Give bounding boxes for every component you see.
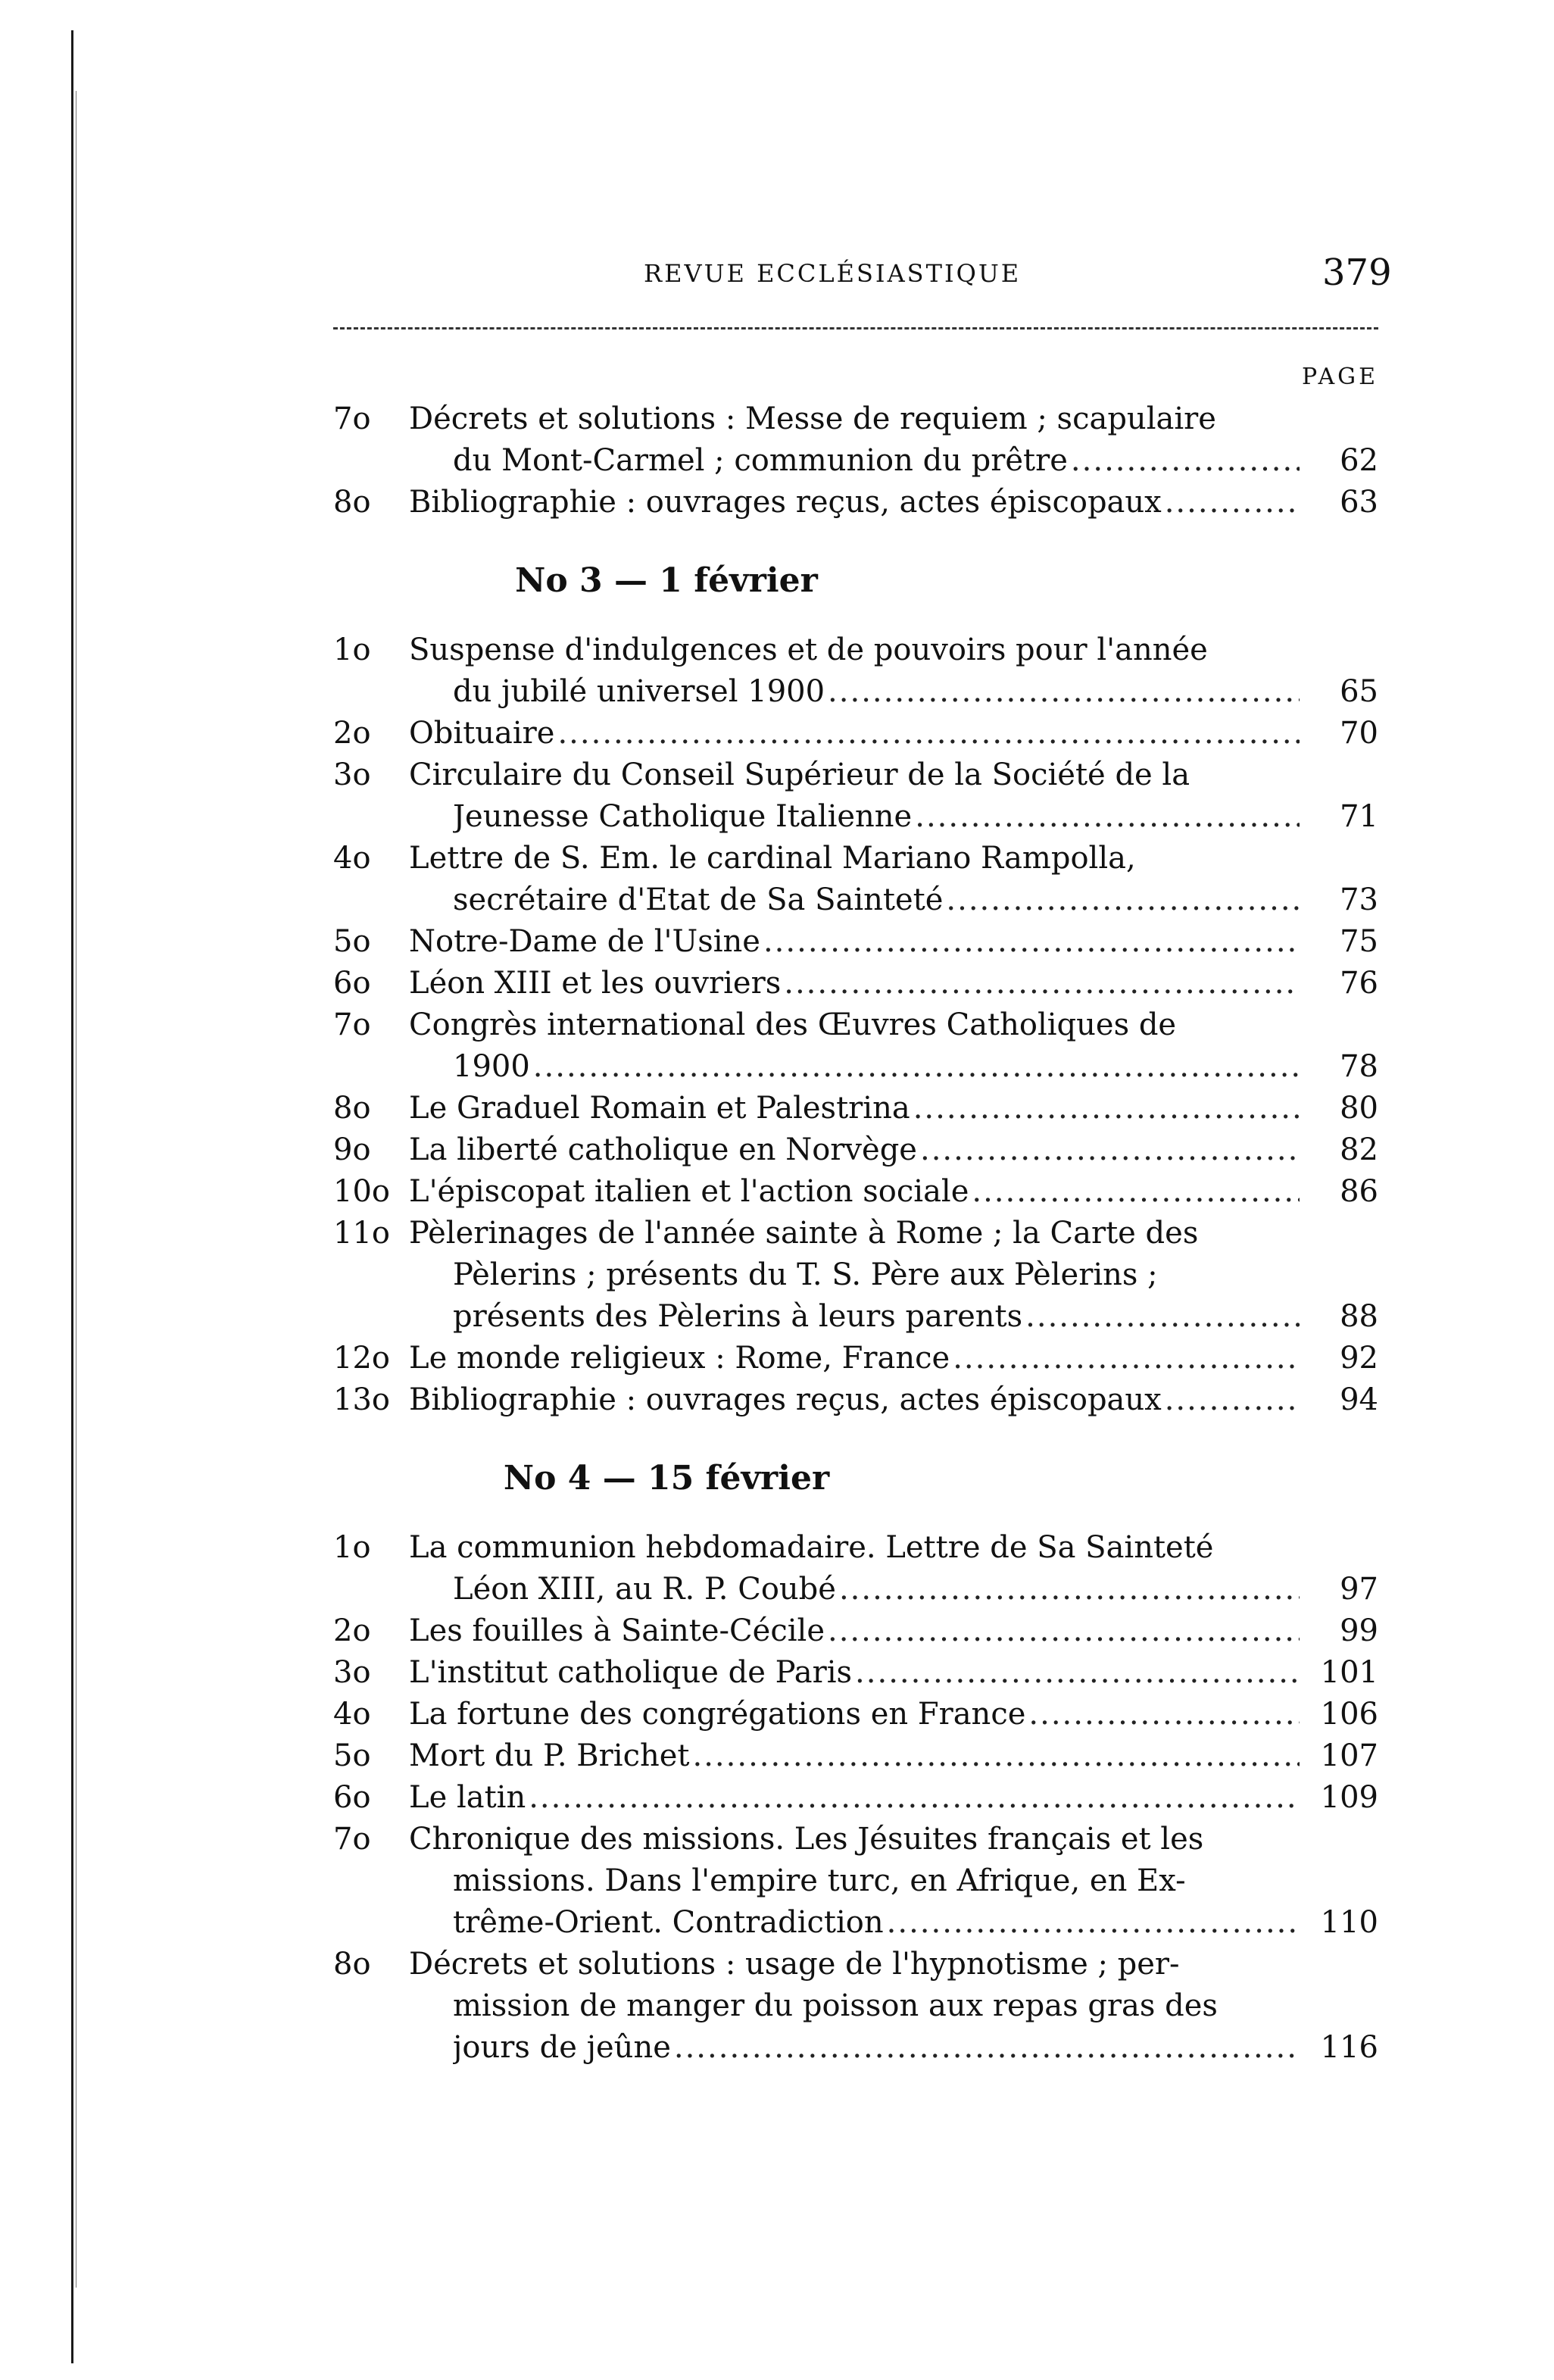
- entry-line: Pèlerinages de l'année sainte à Rome ; la Carte des: [409, 1216, 1199, 1251]
- entry-number: 3o: [333, 757, 371, 792]
- dot-leader: [969, 1174, 1300, 1209]
- entry-text: Notre-Dame de l'Usine: [409, 924, 760, 959]
- entry-number: 1o: [333, 632, 371, 667]
- entry-number: 2o: [333, 1613, 371, 1648]
- entry-line: [453, 2030, 1300, 2065]
- entry-line: [409, 716, 1300, 751]
- entry-line: Lettre de S. Em. le cardinal Mariano Rampolla,: [409, 841, 1136, 876]
- dot-leader: [910, 1091, 1300, 1126]
- entry-line: [453, 1299, 1300, 1334]
- page-number: 379: [1322, 251, 1392, 294]
- entry-number: 8o: [333, 1947, 371, 1982]
- dot-leader: [760, 924, 1300, 959]
- entry-text: Bibliographie : ouvrages reçus, actes épiscopaux: [409, 1382, 1162, 1417]
- entry-line: [409, 485, 1300, 520]
- entry-line: [409, 1091, 1300, 1126]
- entry-page-number: 75: [1340, 924, 1378, 959]
- entry-line: [409, 1132, 1300, 1167]
- dot-leader: [1162, 485, 1300, 520]
- entry-number: 3o: [333, 1655, 371, 1690]
- entry-line: [453, 1049, 1300, 1084]
- entry-line: [409, 1174, 1300, 1209]
- dot-leader: [526, 1780, 1300, 1815]
- entry-line: [409, 1738, 1300, 1773]
- entry-line: Décrets et solutions : Messe de requiem ; scapulaire: [409, 401, 1216, 436]
- entry-line: mission de manger du poisson aux repas gras des: [453, 1988, 1218, 2023]
- entry-page-number: 88: [1340, 1299, 1378, 1334]
- page-header: [0, 251, 1554, 301]
- entry-number: 8o: [333, 485, 371, 520]
- dot-leader: [690, 1738, 1300, 1773]
- dot-leader: [1022, 1299, 1300, 1334]
- page-column-label: PAGE: [1302, 364, 1378, 390]
- entry-line: Suspense d'indulgences et de pouvoirs pour l'année: [409, 632, 1208, 667]
- entry-page-number: 107: [1320, 1738, 1378, 1773]
- entry-text: La liberté catholique en Norvège: [409, 1132, 917, 1167]
- entry-page-number: 97: [1340, 1572, 1378, 1607]
- entry-line: Circulaire du Conseil Supérieur de la Société de la: [409, 757, 1190, 792]
- entry-page-number: 65: [1340, 674, 1378, 709]
- entry-number: 11o: [333, 1216, 390, 1251]
- entry-page-number: 101: [1320, 1655, 1378, 1690]
- entry-number: 6o: [333, 966, 371, 1001]
- entry-number: 7o: [333, 1822, 371, 1857]
- entry-text: Le latin: [409, 1780, 526, 1815]
- entry-text: L'institut catholique de Paris: [409, 1655, 853, 1690]
- entry-number: 2o: [333, 716, 371, 751]
- dot-leader: [836, 1572, 1300, 1607]
- dot-leader: [1025, 1697, 1300, 1732]
- entry-text: secrétaire d'Etat de Sa Sainteté: [453, 882, 944, 917]
- entry-text: jours de jeûne: [453, 2030, 671, 2065]
- section-title: No 4 — 15 février: [503, 1459, 830, 1498]
- entry-page-number: 73: [1340, 882, 1378, 917]
- entry-line: [453, 674, 1300, 709]
- entry-text: 1900: [453, 1049, 530, 1084]
- entry-number: 9o: [333, 1132, 371, 1167]
- entry-number: 12o: [333, 1341, 390, 1376]
- entry-number: 5o: [333, 924, 371, 959]
- entry-line: [453, 882, 1300, 917]
- entry-page-number: 92: [1340, 1341, 1378, 1376]
- entry-number: 5o: [333, 1738, 371, 1773]
- entry-page-number: 94: [1340, 1382, 1378, 1417]
- header-rule: [333, 327, 1378, 330]
- entry-line: [409, 1655, 1300, 1690]
- entry-line: [453, 443, 1300, 478]
- dot-leader: [1068, 443, 1300, 478]
- dot-leader: [884, 1905, 1300, 1940]
- entry-text: présents des Pèlerins à leurs parents: [453, 1299, 1023, 1334]
- entry-text: La fortune des congrégations en France: [409, 1697, 1026, 1732]
- entry-number: 4o: [333, 841, 371, 876]
- entry-line: [409, 1780, 1300, 1815]
- entry-line: [409, 1341, 1300, 1376]
- entry-line: [453, 799, 1300, 834]
- entry-page-number: 80: [1340, 1091, 1378, 1126]
- entry-page-number: 70: [1340, 716, 1378, 751]
- entry-text: du jubilé universel 1900: [453, 674, 825, 709]
- entry-line: Décrets et solutions : usage de l'hypnotisme ; per-: [409, 1947, 1180, 1982]
- section-title: No 3 — 1 février: [515, 561, 818, 600]
- entry-page-number: 71: [1340, 799, 1378, 834]
- entry-line: Pèlerins ; présents du T. S. Père aux Pèlerins ;: [453, 1257, 1158, 1292]
- entry-line: [453, 1905, 1300, 1940]
- entry-number: 4o: [333, 1697, 371, 1732]
- entry-line: [409, 966, 1300, 1001]
- page-edge: [71, 30, 73, 2363]
- entry-line: [453, 1572, 1300, 1607]
- entry-page-number: 76: [1340, 966, 1378, 1001]
- entry-page-number: 82: [1340, 1132, 1378, 1167]
- running-title: REVUE ECCLÉSIASTIQUE: [644, 259, 1022, 288]
- entry-line: [409, 1382, 1300, 1417]
- dot-leader: [912, 799, 1300, 834]
- entry-page-number: 62: [1340, 443, 1378, 478]
- entry-page-number: 110: [1320, 1905, 1378, 1940]
- entry-number: 8o: [333, 1091, 371, 1126]
- entry-text: Mort du P. Brichet: [409, 1738, 690, 1773]
- entry-text: L'épiscopat italien et l'action sociale: [409, 1174, 969, 1209]
- entry-number: 7o: [333, 1007, 371, 1042]
- dot-leader: [917, 1132, 1300, 1167]
- dot-leader: [781, 966, 1300, 1001]
- entry-page-number: 116: [1320, 2030, 1378, 2065]
- dot-leader: [1162, 1382, 1300, 1417]
- entry-text: Le monde religieux : Rome, France: [409, 1341, 950, 1376]
- entry-text: Le Graduel Romain et Palestrina: [409, 1091, 910, 1126]
- entry-number: 1o: [333, 1530, 371, 1565]
- entry-text: Jeunesse Catholique Italienne: [453, 799, 913, 834]
- entry-text: Bibliographie : ouvrages reçus, actes épiscopaux: [409, 485, 1162, 520]
- entry-line: Chronique des missions. Les Jésuites français et les: [409, 1822, 1204, 1857]
- entry-text: trême-Orient. Contradiction: [453, 1905, 884, 1940]
- entry-page-number: 78: [1340, 1049, 1378, 1084]
- entry-page-number: 109: [1320, 1780, 1378, 1815]
- entry-line: missions. Dans l'empire turc, en Afrique, en Ex-: [453, 1863, 1186, 1898]
- dot-leader: [950, 1341, 1300, 1376]
- entry-number: 6o: [333, 1780, 371, 1815]
- entry-line: [409, 1697, 1300, 1732]
- entry-line: [409, 1613, 1300, 1648]
- dot-leader: [852, 1655, 1300, 1690]
- entry-text: Les fouilles à Sainte-Cécile: [409, 1613, 825, 1648]
- entry-number: 13o: [333, 1382, 390, 1417]
- dot-leader: [530, 1049, 1300, 1084]
- entry-number: 10o: [333, 1174, 390, 1209]
- dot-leader: [825, 674, 1300, 709]
- entry-page-number: 106: [1320, 1697, 1378, 1732]
- entry-line: Congrès international des Œuvres Catholiques de: [409, 1007, 1177, 1042]
- entry-page-number: 99: [1340, 1613, 1378, 1648]
- dot-leader: [943, 882, 1300, 917]
- entry-text: Obituaire: [409, 716, 555, 751]
- entry-number: 7o: [333, 401, 371, 436]
- entry-line: La communion hebdomadaire. Lettre de Sa Sainteté: [409, 1530, 1214, 1565]
- entry-page-number: 63: [1340, 485, 1378, 520]
- dot-leader: [554, 716, 1300, 751]
- entry-text: Léon XIII, au R. P. Coubé: [453, 1572, 836, 1607]
- dot-leader: [671, 2030, 1300, 2065]
- entry-line: [409, 924, 1300, 959]
- dot-leader: [825, 1613, 1300, 1648]
- entry-text: Léon XIII et les ouvriers: [409, 966, 782, 1001]
- entry-text: du Mont-Carmel ; communion du prêtre: [453, 443, 1068, 478]
- entry-page-number: 86: [1340, 1174, 1378, 1209]
